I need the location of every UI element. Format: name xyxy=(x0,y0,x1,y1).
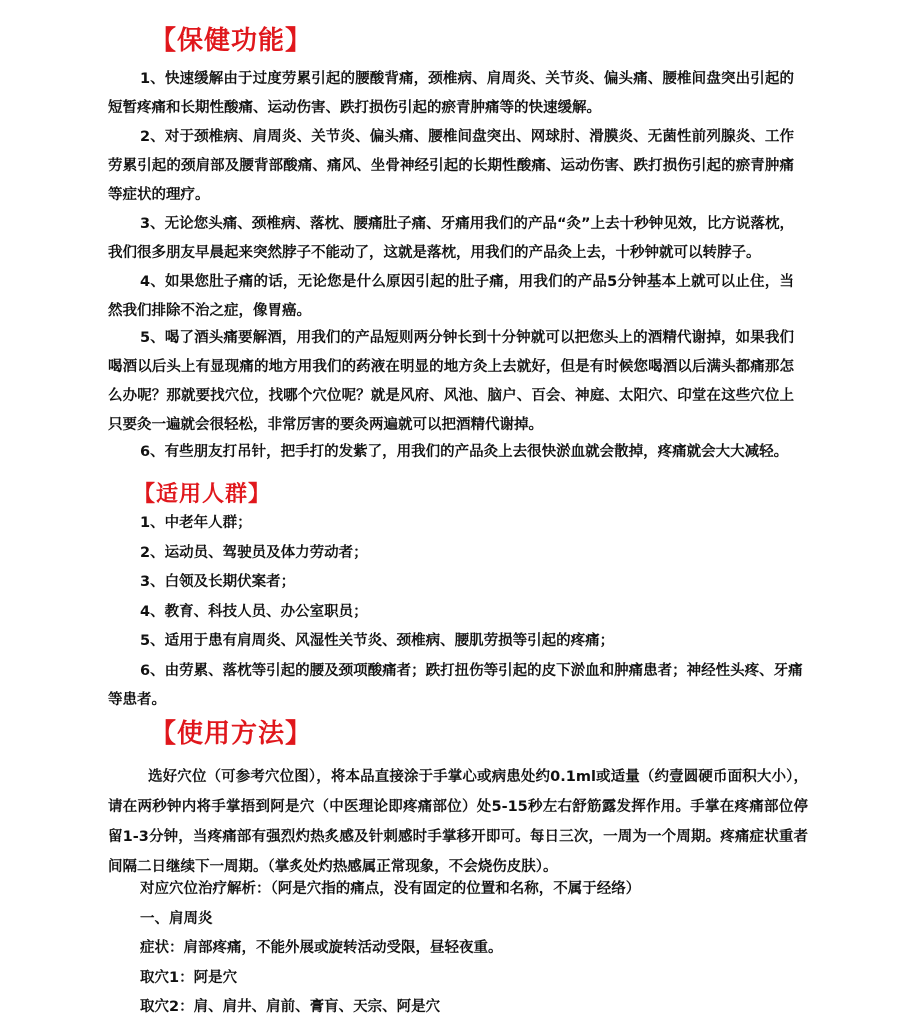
health-function-item-3: 3、无论您头痛、颈椎病、落枕、腰痛肚子痛、牙痛用我们的产品“灸”上去十秒钟见效，比方说落枕，我们很多朋友早晨起来突然脖子不能动了，这就是落枕，用我们的产品灸上去，十秒钟就可以转脖子。 xyxy=(108,216,794,261)
health-function-item-4: 4、如果您肚子痛的话，无论您是什么原因引起的肚子痛，用我们的产品5分钟基本上就可以止住，当然我们排除不治之症，像胃癌。 xyxy=(108,274,794,319)
health-function-item-2: 2、对于颈椎病、肩周炎、关节炎、偏头痛、腰椎间盘突出、网球肘、滑膜炎、无菌性前列腺炎、工作劳累引起的颈肩部及腰背部酸痛、痛风、坐骨神经引起的长期性酸痛、运动伤害、跌打损伤引起的瘀青肿痛等症状的理疗。 xyxy=(108,129,794,203)
health-function-item-5: 5、喝了酒头痛要解酒，用我们的产品短则两分钟长到十分钟就可以把您头上的酒精代谢掉，如果我们喝酒以后头上有显现痛的地方用我们的药液在明显的地方灸上去就好，但是有时候您喝酒以后满头都痛那怎么办呢？那就要找穴位，找哪个穴位呢？就是风府、风池、脑户、百会、神庭、太阳穴、印堂在这些穴位上只要灸一遍就会很轻松，非常厉害的要灸两遍就可以把酒精代谢掉。 xyxy=(108,330,794,433)
target-group-item-1: 1、中老年人群； xyxy=(140,515,252,531)
target-group-item-4: 4、教育、科技人员、办公室职员； xyxy=(140,603,368,620)
target-group-item-6: 6、由劳累、落枕等引起的腰及颈项酸痛者；跌打扭伤等引起的皮下淤血和肿痛患者；神经性头疼、牙痛等患者。 xyxy=(108,662,803,708)
acupoint-option-1: 取穴1：阿是穴 xyxy=(140,969,238,986)
usage-method-heading: 【使用方法】 xyxy=(150,719,313,749)
target-group-list xyxy=(108,509,808,716)
condition-symptoms: 症状：肩部疼痛，不能外展或旋转活动受限，昼轻夜重。 xyxy=(140,940,503,956)
target-group-item-5: 5、适用于患有肩周炎、风湿性关节炎、颈椎病、腰肌劳损等引起的疼痛； xyxy=(140,633,615,649)
target-group-item-2: 2、运动员、驾驶员及体力劳动者； xyxy=(140,544,368,561)
acupoint-option-2: 取穴2：肩、肩井、肩前、膏肓、天宗、阿是穴 xyxy=(140,999,441,1015)
acupoint-analysis-list xyxy=(108,875,808,1023)
condition-title: 一、肩周炎 xyxy=(140,910,213,927)
target-group-item-6-wrapper xyxy=(108,657,808,716)
health-function-item-6: 6、有些朋友打吊针，把手打的发紫了，用我们的产品灸上去很快淤血就会散掉，疼痛就会大大减轻。 xyxy=(140,444,789,460)
acupoint-analysis-intro: 对应穴位治疗解析：（阿是穴指的痛点，没有固定的位置和名称，不属于经络） xyxy=(140,881,641,897)
target-group-item-3: 3、白领及长期伏案者； xyxy=(140,574,296,590)
target-group-heading: 【适用人群】 xyxy=(133,482,272,507)
health-function-heading: 【保健功能】 xyxy=(150,26,313,56)
health-function-item-1: 1、快速缓解由于过度劳累引起的腰酸背痛，颈椎病、肩周炎、关节炎、偏头痛、腰椎间盘突出引起的短暂疼痛和长期性酸痛、运动伤害、跌打损伤引起的瘀青肿痛等的快速缓解。 xyxy=(108,71,794,116)
usage-method-paragraph: 选好穴位（可参考穴位图），将本品直接涂于手掌心或病患处约0.1ml或适量（约壹圆硬币面积大小），请在两秒钟内将手掌捂到阿是穴（中医理论即疼痛部位）处5-15秒左右舒筋露发挥作用。手掌在疼痛部位停留1-3分钟，当疼痛部有强烈灼热炙感及针刺感时手掌移开即可。每日三次，一周为一个周期。疼痛症状重者间隔二日继续下一周期。（掌炙处灼热感属正常现象，不会烧伤皮肤）。 xyxy=(108,769,808,875)
